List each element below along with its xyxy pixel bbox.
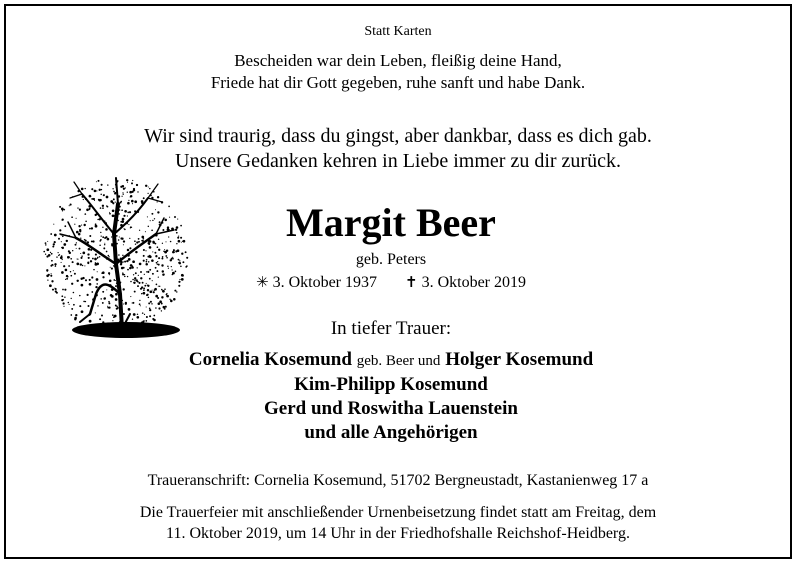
death-cross-icon: ✝: [405, 273, 418, 291]
mourning-label: In tiefer Trauer:: [330, 318, 452, 339]
family-line-2: Kim-Philipp Kosemund: [294, 374, 488, 395]
family-member-cornelia: Cornelia Kosemund: [188, 349, 352, 370]
ceremony-info: [6, 502, 790, 544]
verse-two-line-2: Unsere Gedanken kehren in Liebe immer zu dir zurück.: [175, 150, 621, 172]
family-line-3: Gerd und Roswitha Lauenstein: [264, 398, 518, 419]
ceremony-line-1: Die Trauerfeier mit anschließender Urnenbeisetzung findet statt am Freitag, dem: [139, 504, 657, 521]
verse-two-line-1: Wir sind traurig, dass du gingst, aber dankbar, dass es dich gab.: [144, 125, 652, 147]
family-member-holger: Holger Kosemund: [445, 349, 594, 370]
birth-date: 3. Oktober 1937: [272, 274, 377, 291]
deceased-name: Margit Beer: [286, 200, 496, 245]
verse-one-line-2: Friede hat dir Gott gegeben, ruhe sanft und habe Dank.: [210, 73, 586, 92]
death-date: 3. Oktober 2019: [421, 274, 527, 291]
family-list: [6, 348, 776, 445]
family-line-1: [6, 348, 776, 373]
birth-star-icon: ✳: [255, 273, 269, 291]
mourning-address: Traueranschrift: Cornelia Kosemund, 51702 Bergneustadt, Kastanienweg 17 a: [147, 472, 649, 489]
header-text: Statt Karten: [364, 24, 432, 39]
verse-one-line-1: Bescheiden war dein Leben, fleißig deine Hand,: [234, 51, 562, 70]
obituary-card: [4, 4, 792, 559]
life-dates: [6, 273, 776, 292]
birth-name: geb. Peters: [355, 251, 427, 268]
family-connector: geb. Beer und: [356, 353, 441, 369]
ceremony-line-2: 11. Oktober 2019, um 14 Uhr in der Friedhofshalle Reichshof-Heidberg.: [166, 525, 630, 542]
verse-one: [6, 50, 790, 94]
family-line-4: und alle Angehörigen: [304, 422, 478, 443]
